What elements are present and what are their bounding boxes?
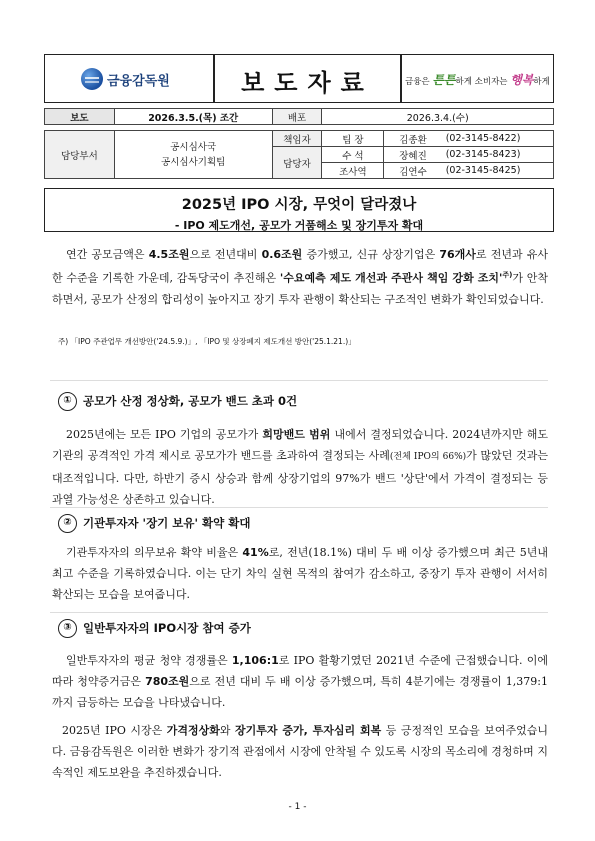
press-release-title: 보도자료 [241, 69, 374, 97]
fss-logo-icon [81, 68, 103, 90]
release-info-table [44, 108, 554, 179]
page-number: - 1 - [288, 802, 307, 812]
contact-label: 담당자 [272, 147, 322, 179]
conclusion-paragraph: 2025년 IPO 시장은 가격정상화와 장기투자 증가, 투자심리 회복 등 긍정적인 모습을 보여주었습니다. 금융감독원은 이러한 변화가 장기적 관점에서 시장에 안착될 수 있도록 시장의 목소리에 경청하며 지속적인 제도보완을 추진하겠습니다. [52, 724, 548, 779]
headline-title: 2025년 IPO 시장, 무엇이 달라졌나 [181, 197, 417, 213]
logo-text: 금융감독원 [107, 74, 170, 89]
person-role: 팀 장 [322, 131, 384, 147]
distribution-value: 2026.3.4.(수) [322, 109, 554, 125]
person-phone: (02-3145-8425) [442, 163, 554, 179]
press-header [44, 54, 554, 103]
section-1-heading: ① 공모가 산정 정상화, 공모가 밴드 초과 0건 [58, 392, 297, 411]
release-value: 2026.3.5.(목) 조간 [114, 109, 272, 125]
person-phone: (02-3145-8423) [442, 147, 554, 163]
section-3-heading: ③ 일반투자자의 IPO시장 참여 증가 [58, 619, 251, 638]
intro-paragraph: 연간 공모금액은 4.5조원으로 전년대비 0.6조원 증가했고, 신규 상장기업은 76개사로 전년과 유사한 수준을 기록한 가운데, 감독당국이 추진해온 '수요예측 제도 개선과 주관사 책임 강화 조치'$^{주)}$가 안착하면서, 공모가 산정의 합리성이 높아지고 장기 투자 관행이 확산되는 구조적인 변화가 확인되었습니다. [52, 248, 549, 306]
person-phone: (02-3145-8422) [442, 131, 554, 147]
footnote: 주) 「IPO 주관업무 개선방안('24.5.9.)」, 「IPO 및 상장폐지 제도개선 방안('25.1.21.)」 [58, 337, 356, 346]
release-label: 보도 [45, 109, 115, 125]
person-role: 수 석 [322, 147, 384, 163]
section-3-body: 일반투자자의 평균 청약 경쟁률은 1,106:1로 IPO 활황기였던 2021년 수준에 근접했습니다. 이에 따라 청약증거금은 780조원으로 전년 대비 두 배 이상 증가했으며, 특히 4분기에는 경쟁률이 1,379:1까지 급등하는 모습을 나타냈습니다. [52, 654, 548, 709]
section-1-body: 2025년에는 모든 IPO 기업의 공모가가 희망밴드 범위 내에서 결정되었습니다. 2024년까지만 해도 기관의 공격적인 가격 제시로 공모가가 밴드를 초과하여 결정되는 사례(전체 IPO의 66%)가 많았던 것과는 대조적입니다. 다만, 하반기 증시 상승과 함께 상장기업의 97%가 밴드 '상단'에서 가격이 결정되는 등 과열 가능성은 상존하고 있습니다. [52, 428, 548, 506]
person-name: 장혜진 [384, 147, 442, 163]
slogan: 금융은 튼튼하게 소비자는 행복하게 [405, 73, 550, 87]
section-2-body: 기관투자자의 의무보유 확약 비율은 41%로, 전년(18.1%) 대비 두 배 이상 증가했으며 최근 5년내 최고 수준을 기록하였습니다. 이는 단기 차익 실현 목적의 참여가 감소하고, 중장기 투자 관행이 서서히 확산되는 모습을 보여줍니다. [52, 546, 548, 601]
person-role: 조사역 [322, 163, 384, 179]
distribution-label: 배포 [272, 109, 322, 125]
responsible-label: 책임자 [272, 131, 322, 147]
dept-label: 담당부서 [45, 131, 115, 179]
person-name: 김종환 [384, 131, 442, 147]
section-2-heading: ② 기관투자자 '장기 보유' 확약 확대 [58, 514, 250, 533]
headline-subtitle: - IPO 제도개선, 공모가 거품해소 및 장기투자 확대 [174, 219, 424, 232]
person-name: 김연수 [384, 163, 442, 179]
dept-value: 공시심사국 공시심사기획팀 [114, 131, 272, 179]
headline-box [44, 188, 554, 232]
